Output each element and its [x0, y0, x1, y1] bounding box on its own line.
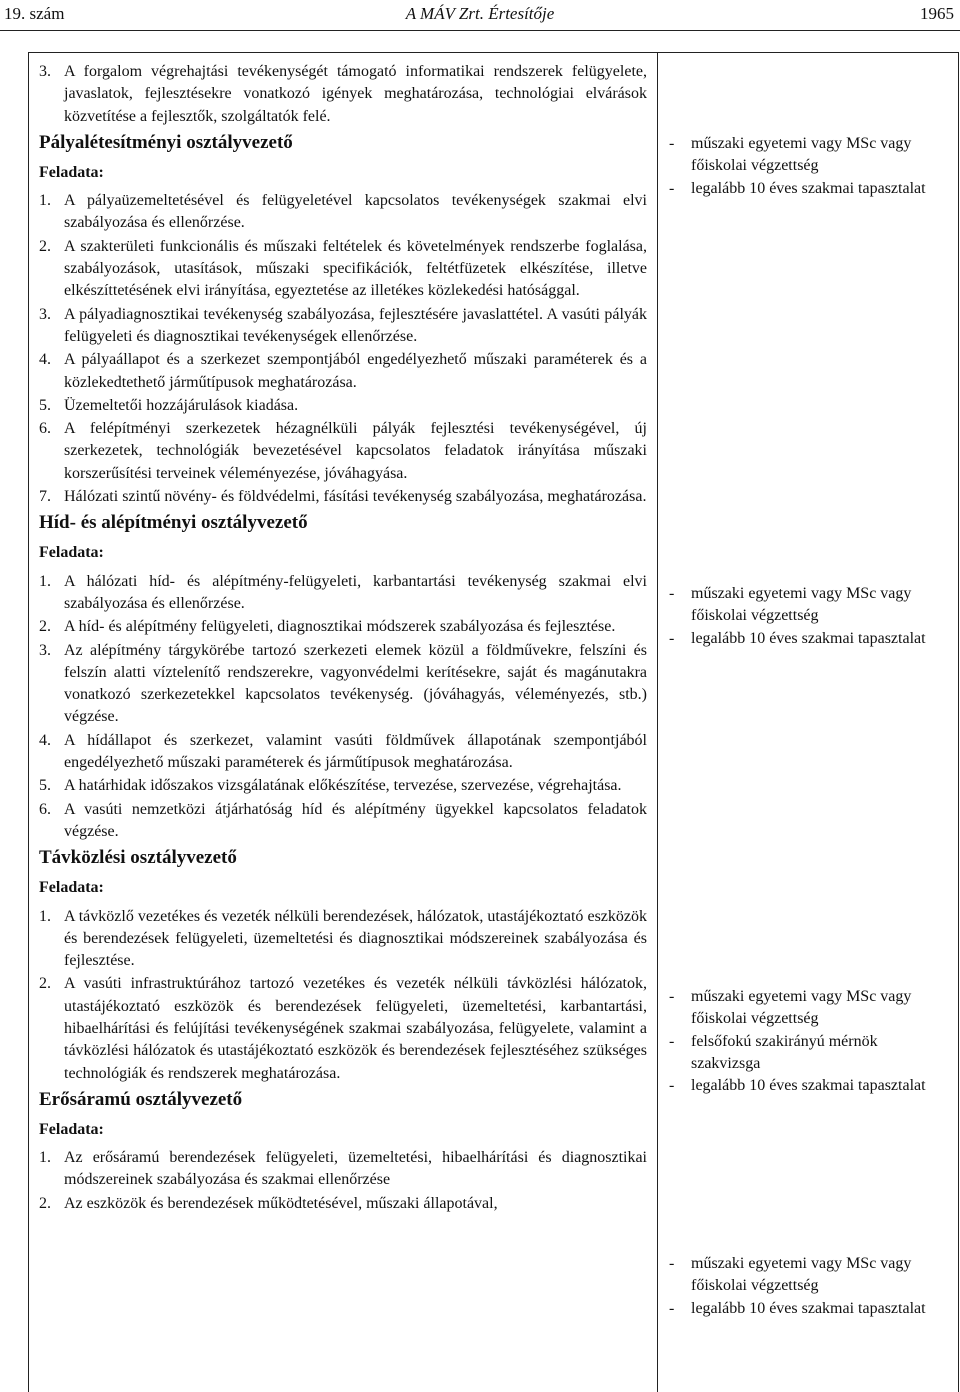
list-item — [39, 571, 647, 616]
requirement-item: - legalább 10 éves szakmai tapasztalat — [669, 1075, 949, 1097]
item-text: A felépítményi szerkezetek hézagnélküli pályák fejlesztési tevékenységével, új szerkezetek, technológiák bevezetésével kapcsolatos feladatok irányítása műszaki korszerűsítési terveinek véleményezése, jóváhagyása. — [64, 420, 647, 482]
requirement-item: - műszaki egyetemi vagy MSc vagy főiskolai végzettség — [669, 986, 949, 1031]
requirements-palyaletesitmenyi — [669, 133, 949, 200]
item-number: 6. — [39, 420, 51, 438]
list-item — [39, 1147, 647, 1192]
requirement-item: - műszaki egyetemi vagy MSc vagy főiskolai végzettség — [669, 583, 949, 628]
item-text: A szakterületi funkcionális és műszaki feltételek és követelmények rendszerbe foglalása, szabályozások, utasítások, műszaki specifikációk, feltétfüzetek elkészítése, illetve elkészíttetésének elvi irányítása, egyeztetése az illetékes közlekedési hatósággal. — [64, 237, 647, 300]
list-item — [39, 640, 647, 729]
requirement-item: - műszaki egyetemi vagy MSc vagy főiskolai végzettség — [669, 1253, 949, 1298]
item-number: 1. — [39, 907, 51, 925]
column-divider — [657, 53, 658, 1392]
item-number: 2. — [39, 975, 51, 993]
requirement-text: legalább 10 éves szakmai tapasztalat — [691, 1299, 926, 1317]
section-title: Erősáramú osztályvezető — [39, 1088, 243, 1110]
item-number: 1. — [39, 192, 51, 210]
requirement-item: - legalább 10 éves szakmai tapasztalat — [669, 178, 949, 200]
item-number: 3. — [39, 305, 51, 323]
requirement-text: legalább 10 éves szakmai tapasztalat — [691, 179, 926, 197]
requirement-text: műszaki egyetemi vagy MSc vagy főiskolai végzettség — [691, 135, 912, 175]
item-text: A hálózati híd- és alépítmény-felügyeleti, karbantartási tevékenység szakmai elvi szabályozása és ellenőrzése. — [64, 572, 647, 612]
item-number: 4. — [39, 351, 51, 369]
list-item — [39, 1193, 647, 1215]
page-header — [0, 0, 960, 31]
requirement-item: - műszaki egyetemi vagy MSc vagy főiskolai végzettség — [669, 133, 949, 178]
list-item — [39, 349, 647, 394]
list-item — [39, 304, 647, 349]
item-number: 3. — [39, 641, 51, 659]
item-text: A forgalom végrehajtási tevékenységét támogató informatikai rendszerek felügyelete, javaslatok, fejlesztésekre vonatkozó igények meghatározása, technológiai elvárások közvetítése a fejlesztők, szolgáltatók felé. — [64, 63, 647, 125]
item-text: A pályadiagnosztikai tevékenység szabályozása, fejlesztésére javaslattétel. A vasúti pályák felügyeleti és diagnosztikai tevékenységek ellenőrzése. — [64, 305, 647, 345]
duties-label: Feladata: — [39, 879, 104, 897]
section-erosaramu — [39, 1087, 647, 1215]
item-text: A pályaüzemeltetésével és felügyeletével kapcsolatos tevékenységek szakmai elvi szabályozása és ellenőrzése. — [64, 192, 647, 232]
section-tavkozlesi — [39, 845, 647, 1085]
requirements-hid-alepitmenyi — [669, 583, 949, 650]
list-item — [39, 906, 647, 973]
item-text: A híd- és alépítmény felügyeleti, diagnosztikai módszerek szabályozása és fejlesztése. — [64, 618, 616, 636]
requirement-item: - felsőfokú szakirányú mérnök szakvizsga — [669, 1031, 949, 1076]
section-hid-alepitmenyi — [39, 510, 647, 843]
item-number: 7. — [39, 488, 51, 506]
job-table — [28, 52, 959, 1392]
list-item — [39, 236, 647, 303]
issue-number: 19. szám — [4, 4, 65, 23]
list-item — [39, 395, 647, 417]
list-item — [39, 616, 647, 638]
requirements-tavkozlesi — [669, 986, 949, 1097]
section-title: Pályalétesítményi osztályvezető — [39, 131, 293, 153]
item-number: 2. — [39, 237, 51, 255]
requirement-text: legalább 10 éves szakmai tapasztalat — [691, 629, 926, 647]
list-item — [39, 486, 647, 508]
item-number: 1. — [39, 1149, 51, 1167]
item-text: A pályaállapot és a szerkezet szempontjából engedélyezhető műszaki paraméterek és a közlekedtethető járműtípusok meghatározása. — [64, 351, 647, 391]
item-number: 2. — [39, 618, 51, 636]
page-number: 1965 — [920, 4, 954, 23]
item-number: 5. — [39, 396, 51, 414]
list-item — [39, 730, 647, 775]
item-text: A távközlő vezetékes és vezeték nélküli berendezések, hálózatok, utastájékoztató eszközök és berendezések felügyeleti, üzemeltetési és diagnosztikai módszereinek szabályozása és fejlesztése. — [64, 907, 647, 970]
list-item — [39, 61, 647, 128]
item-number: 6. — [39, 800, 51, 818]
requirement-item: - legalább 10 éves szakmai tapasztalat — [669, 628, 949, 650]
requirement-text: műszaki egyetemi vagy MSc vagy főiskolai végzettség — [691, 988, 912, 1028]
item-text: A vasúti nemzetközi átjárhatóság híd és alépítmény ügyekkel kapcsolatos feladatok végzése. — [64, 800, 647, 840]
requirements-erosaramu — [669, 1253, 949, 1320]
list-item — [39, 418, 647, 485]
list-item — [39, 973, 647, 1084]
item-text: Az eszközök és berendezések működtetésével, műszaki állapotával, — [64, 1194, 498, 1212]
item-text: A vasúti infrastruktúrához tartozó vezetékes és vezeték nélküli távközlési hálózatok, utastájékoztató eszközök és berendezések felügyeleti, üzemeltetési, karbantartási, hibaelhárítási és felújítási tevékenységének szakmai szabályozása, felügyelete, valamint a távközlési hálózatok és utastájékoztató eszközök és berendezések fejlesztéséhez szükséges technológiák és rendszerek meghatározása. — [64, 975, 647, 1082]
publication-title: A MÁV Zrt. Értesítője — [405, 4, 555, 23]
list-item — [39, 190, 647, 235]
section-title: Távközlési osztályvezető — [39, 847, 237, 869]
item-text: Az erősáramú berendezések felügyeleti, üzemeltetési, hibaelhárítási és diagnosztikai módszereinek szabályozása és szakmai ellenőrzése — [64, 1149, 647, 1189]
section-palyaletesitmenyi — [39, 130, 647, 508]
requirement-text: műszaki egyetemi vagy MSc vagy főiskolai végzettség — [691, 585, 912, 625]
item-text: A határhidak időszakos vizsgálatának előkészítése, tervezése, szervezése, végrehajtása. — [64, 777, 622, 795]
duties-label: Feladata: — [39, 1120, 104, 1138]
list-item — [39, 775, 647, 797]
item-number: 5. — [39, 777, 51, 795]
duties-column — [39, 61, 647, 1216]
duties-label: Feladata: — [39, 544, 104, 562]
requirement-item: - legalább 10 éves szakmai tapasztalat — [669, 1298, 949, 1320]
requirement-text: műszaki egyetemi vagy MSc vagy főiskolai végzettség — [691, 1255, 912, 1295]
item-text: Hálózati szintű növény- és földvédelmi, fásítási tevékenység szabályozása, meghatározása. — [64, 488, 647, 506]
item-text: Üzemeltetői hozzájárulások kiadása. — [64, 396, 299, 414]
requirement-text: legalább 10 éves szakmai tapasztalat — [691, 1077, 926, 1095]
item-text: Az alépítmény tárgykörébe tartozó szerkezeti elemek közül a földművekre, felszíni és felszín alatti víztelenítő rendszerekre, vagyonvédelmi kerítésekre, saját és magánutakra vonatkozó szerkezetekkel kapcsolatos tevékenység. (jóváhagyás, véleményezés, stb.) végzése. — [64, 641, 647, 726]
list-item — [39, 799, 647, 844]
item-text: A hídállapot és szerkezet, valamint vasúti földművek állapotának szempontjából engedélyezhető műszaki paraméterek és járműtípusok meghatározása. — [64, 731, 647, 772]
item-number: 1. — [39, 572, 51, 590]
section-title: Híd- és alépítményi osztályvezető — [39, 512, 308, 534]
item-number: 2. — [39, 1194, 51, 1212]
item-number: 3. — [39, 63, 51, 80]
requirement-text: felsőfokú szakirányú mérnök szakvizsga — [691, 1032, 878, 1072]
item-number: 4. — [39, 731, 51, 749]
duties-label: Feladata: — [39, 163, 104, 181]
